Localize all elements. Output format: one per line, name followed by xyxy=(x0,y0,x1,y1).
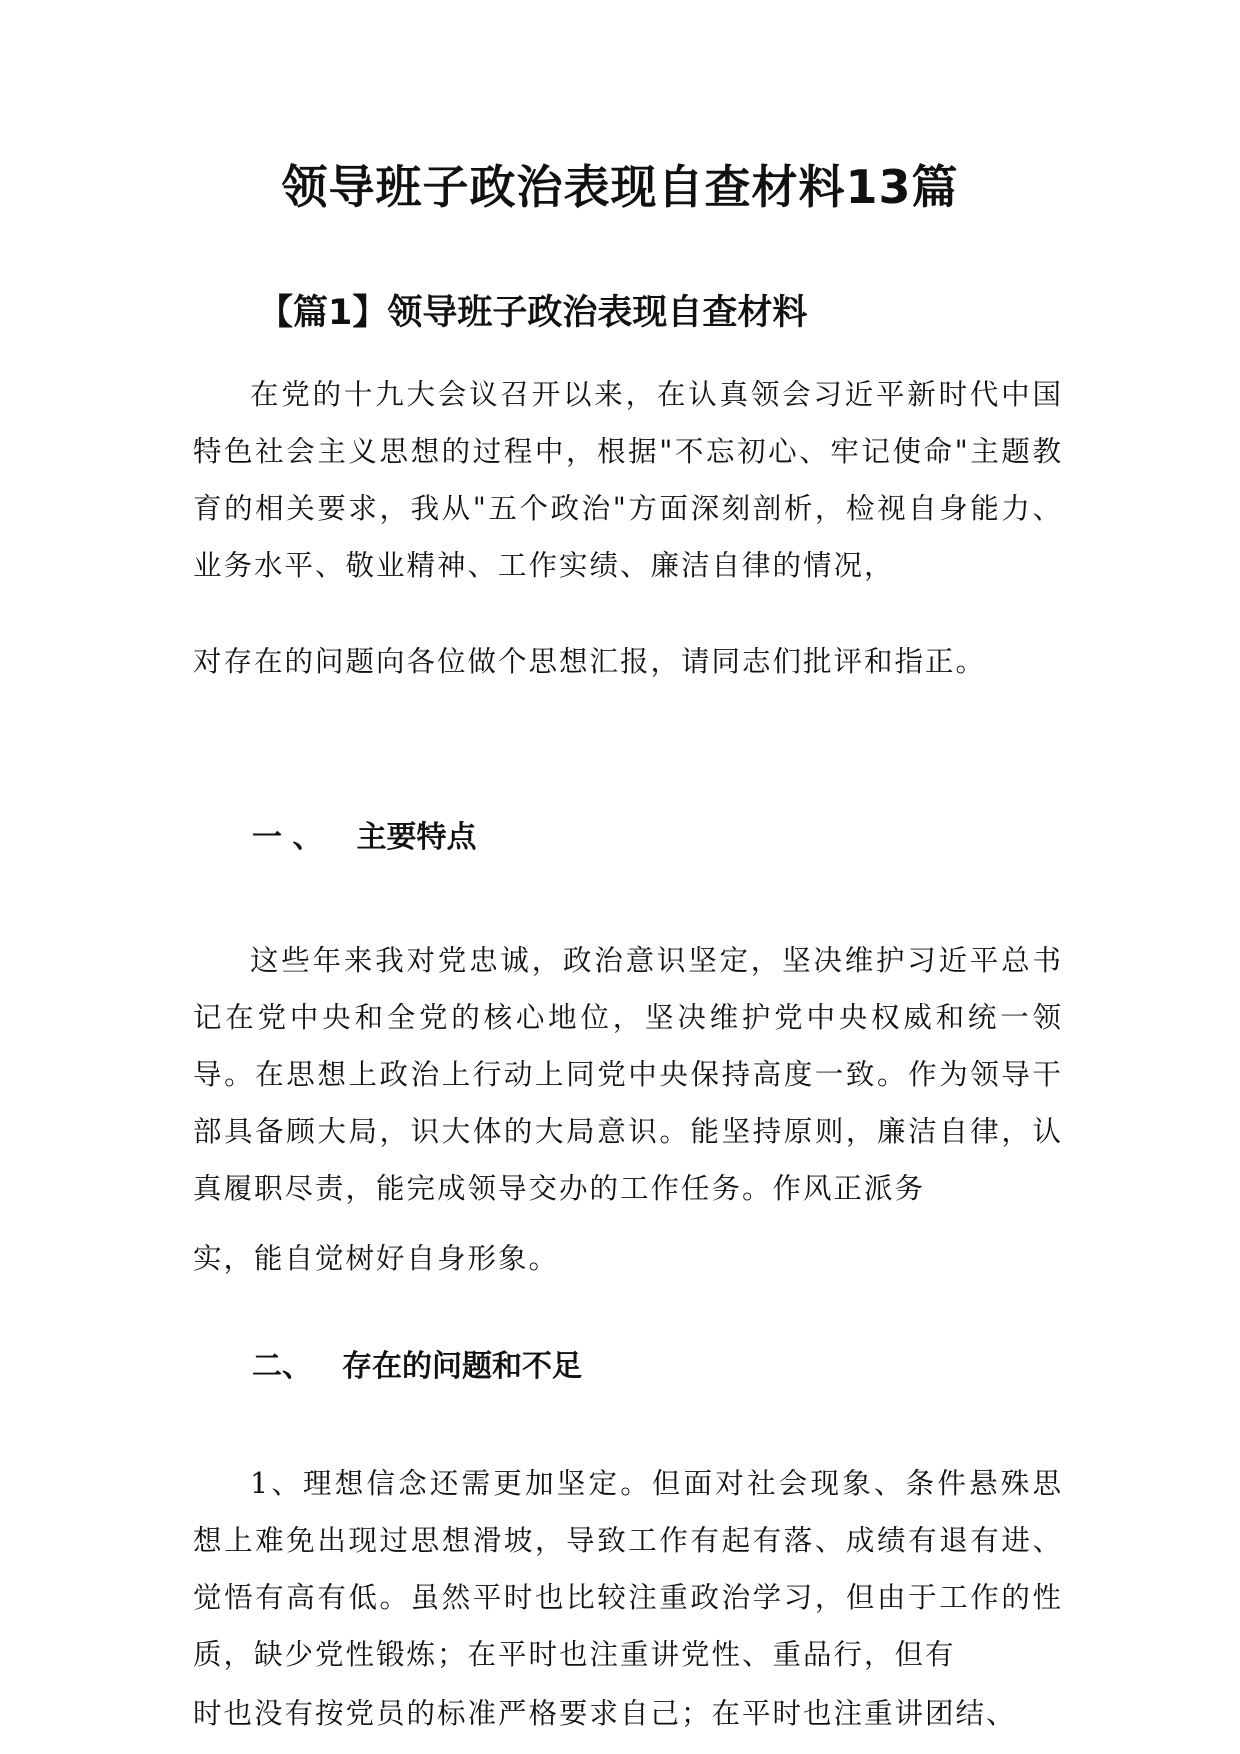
heading-main-features xyxy=(252,820,476,856)
heading-number: 二、 xyxy=(252,1349,312,1384)
heading-text: 主要特点 xyxy=(356,820,477,855)
intro-paragraph: 在党的十九大会议召开以来，在认真领会习近平新时代中国特色社会主义思想的过程中，根据"不忘初心、牢记使命"主题教育的相关要求，我从"五个政治"方面深刻剖析，检视自身能力、业务水平、敬业精神、工作实绩、廉洁自律的情况， xyxy=(193,378,1063,582)
paragraph-problems: 1、理想信念还需更加坚定。但面对社会现象、条件悬殊思想上难免出现过思想滑坡，导致工作有起有落、成绩有退有进、觉悟有高有低。虽然平时也比较注重政治学习，但由于工作的性质，缺少党性锻炼；在平时也注重讲党性、重品行，但有 xyxy=(193,1467,1063,1671)
paragraph-features: 这些年来我对党忠诚，政治意识坚定，坚决维护习近平总书记在党中央和全党的核心地位，坚决维护党中央权威和统一领导。在思想上政治上行动上同党中央保持高度一致。作为领导干部具备顾大局，识大体的大局意识。能坚持原则，廉洁自律，认真履职尽责，能完成领导交办的工作任务。作风正派务 xyxy=(193,944,1063,1205)
document-title: 领导班子政治表现自查材料13篇 xyxy=(281,160,959,214)
paragraph-problems-tail: 时也没有按党员的标准严格要求自己；在平时也注重讲团结、 xyxy=(193,1697,1017,1730)
paragraph-features-tail: 实，能自觉树好自身形象。 xyxy=(193,1242,560,1275)
section-title: 【篇1】领导班子政治表现自查材料 xyxy=(258,293,808,333)
heading-number: 一 、 xyxy=(252,820,323,855)
heading-text: 存在的问题和不足 xyxy=(342,1349,582,1384)
intro-followup: 对存在的问题向各位做个思想汇报，请同志们批评和指正。 xyxy=(193,645,987,678)
heading-problems xyxy=(252,1349,582,1385)
